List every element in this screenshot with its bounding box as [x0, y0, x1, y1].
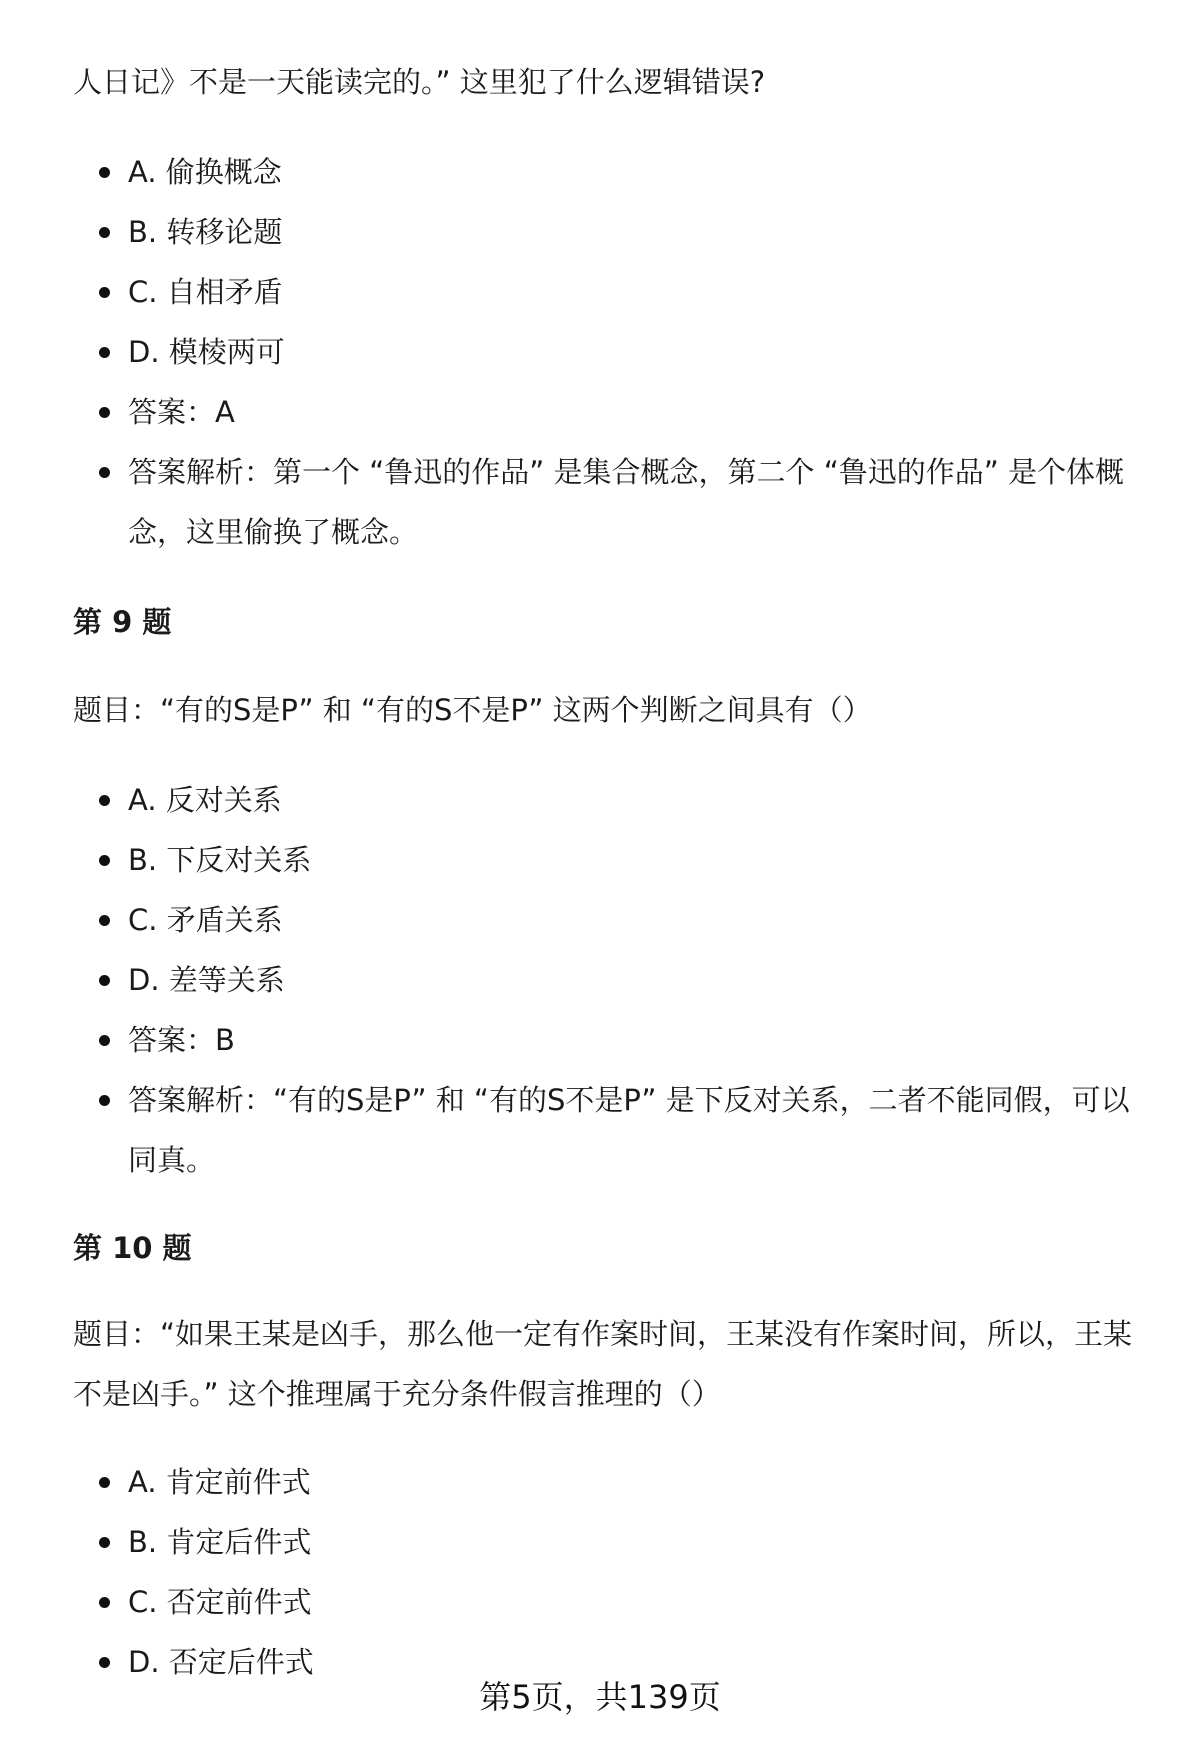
question-10-stem: 题目：“如果王某是凶手，那么他一定有作案时间，王某没有作案时间，所以，王某不是凶手。” 这个推理属于充分条件假言推理的（）: [73, 1317, 1133, 1411]
question-8-stem-continuation: 人日记》不是一天能读完的。” 这里犯了什么逻辑错误?: [73, 65, 766, 99]
question-9-option-b: B. 下反对关系: [73, 830, 1153, 890]
question-8-option-b: B. 转移论题: [73, 202, 1153, 262]
question-8-option-d: D. 模棱两可: [73, 322, 1153, 382]
question-9-heading: 第 9 题: [73, 605, 172, 639]
question-8-option-a: A. 偷换概念: [73, 142, 1153, 202]
question-9-option-c: C. 矛盾关系: [73, 890, 1153, 950]
question-9-option-a: A. 反对关系: [73, 770, 1153, 830]
question-9-stem: 题目：“有的S是P” 和 “有的S不是P” 这两个判断之间具有（）: [73, 693, 872, 727]
question-8-explanation: 答案解析：第一个 “鲁迅的作品” 是集合概念，第二个 “鲁迅的作品” 是个体概念，这里偷换了概念。: [73, 442, 1153, 562]
question-10-option-b: B. 肯定后件式: [73, 1512, 1153, 1572]
question-9-options: [73, 770, 1153, 1190]
question-9-option-d: D. 差等关系: [73, 950, 1153, 1010]
question-8-answer: 答案：A: [73, 382, 1153, 442]
question-10-option-c: C. 否定前件式: [73, 1572, 1153, 1632]
question-10-heading: 第 10 题: [73, 1231, 192, 1265]
question-10-options: [73, 1452, 1153, 1692]
question-8-option-c: C. 自相矛盾: [73, 262, 1153, 322]
question-9-answer: 答案：B: [73, 1010, 1153, 1070]
question-9-explanation: 答案解析：“有的S是P” 和 “有的S不是P” 是下反对关系，二者不能同假，可以同真。: [73, 1070, 1153, 1190]
question-8-options: [73, 142, 1153, 562]
question-10-option-d: D. 否定后件式: [73, 1632, 1153, 1692]
question-10-option-a: A. 肯定前件式: [73, 1452, 1153, 1512]
page-number-footer: 第5页，共139页: [479, 1678, 721, 1716]
